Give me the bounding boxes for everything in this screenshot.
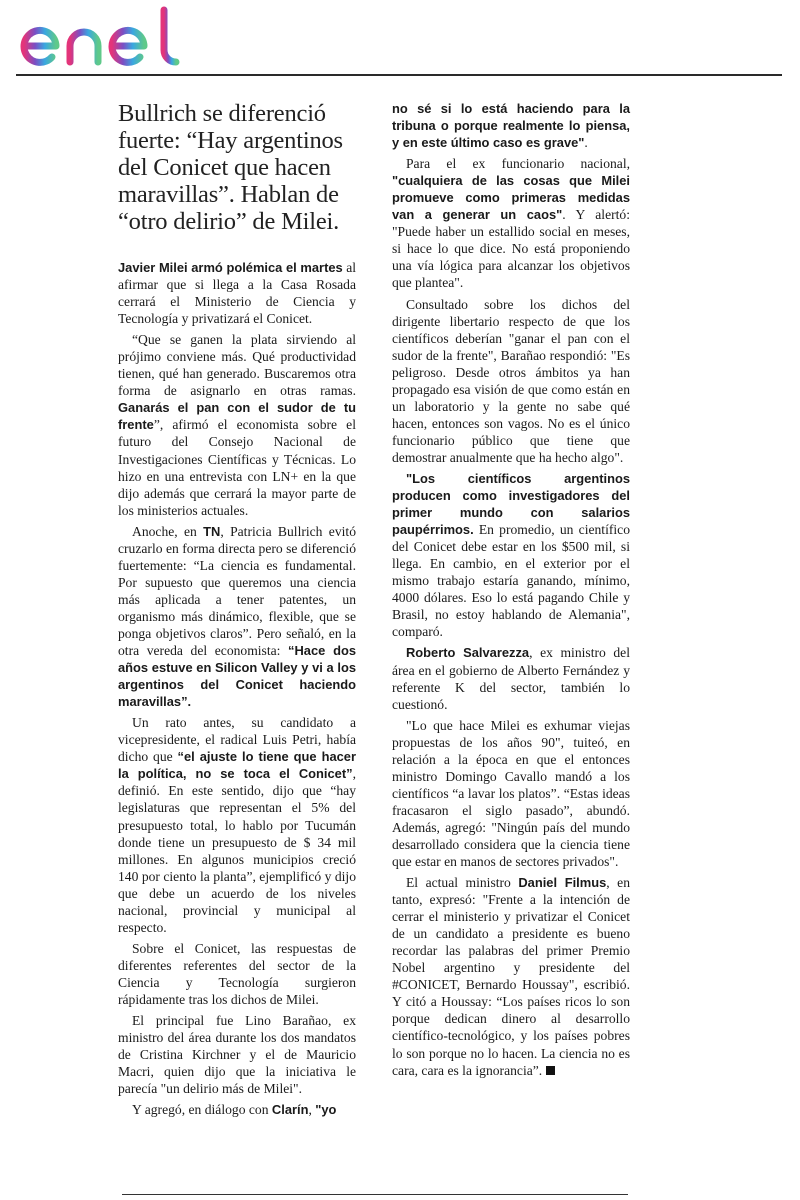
- article-paragraph: [392, 155, 630, 291]
- column-1-body: [118, 259, 356, 1118]
- article-paragraph: [118, 259, 356, 327]
- text: Consultado sobre los dichos del dirigente libertario respecto de que los científicos deberían "ganar el pan con el sudor de la frente", Barañao respondió: "Es peligroso. Desde otros ámbitos ya han propagado esa visión de que como están en un laboratorio y la gente no sabe qué hacen, entonces son vagos. No es el único funcionario público que tiene que demostrar anualmente que ha hecho algo".: [392, 296, 630, 465]
- article-paragraph: [392, 296, 630, 466]
- bold-text: "Los científicos argentinos producen como investigadores del primer mundo con salarios paupérrimos.: [392, 470, 630, 538]
- bold-text: "cualquiera de las cosas que Milei promueve como primeras medidas van a generar un caos": [392, 173, 630, 223]
- text: En promedio, un científico del Conicet debe estar en los $500 mil, si llega. En cambio, en el exterior por el mismo trabajo estaría ganando, mínimo, 4000 dólares. Eso lo está pagando Chile y Brasil, no estoy hablando de Alemania", comparó.: [392, 522, 630, 640]
- article-paragraph: [118, 940, 356, 1008]
- bold-text: Daniel Filmus: [518, 875, 607, 891]
- article-paragraph: [392, 717, 630, 870]
- article-paragraph: [392, 470, 630, 640]
- bold-text: Javier Milei armó polémica el martes: [118, 260, 343, 275]
- text: , ex ministro del área en el gobierno de Alberto Fernández y referente K del sector, también lo cuestionó.: [392, 645, 630, 712]
- text: Para el ex funcionario nacional,: [406, 156, 630, 172]
- text: El actual ministro: [406, 875, 519, 891]
- end-of-article-mark: [546, 1066, 555, 1075]
- article-column-2: [392, 100, 630, 1083]
- article-paragraph: [118, 523, 356, 711]
- bold-text: “el ajuste lo tiene que hacer la política, no se toca el Conicet”: [118, 749, 356, 782]
- text: al afirmar que si llega a la Casa Rosada cerrará el Ministerio de Ciencia y Tecnología y privatizará el Conicet.: [118, 260, 356, 327]
- text: Un rato antes, su candidato a vicepresidente, el radical Luis Petri, había dicho que: [118, 715, 356, 765]
- text: Sobre el Conicet, las respuestas de diferentes referentes del sector de la Ciencia y Tecnología surgieron rápidamente tras los dichos de Milei.: [118, 940, 356, 1007]
- text: Anoche, en: [132, 523, 204, 539]
- enel-logo: [16, 6, 186, 68]
- text: , en tanto, expresó: "Frente a la intención de cerrar el ministerio y privatizar el Conicet de un candidato a presidente es bueno recordar las palabras del primer Premio Nobel argentino y presidente del #CONICET, Bernardo Houssay", escribió. Y citó a Houssay: “Los países ricos lo son porque dedican dinero al desarrollo científico-tecnológico, y los países pobres lo son porque no lo hacen. La ciencia no es cara, cara es la ignorancia”.: [392, 875, 630, 1078]
- footer-rule: [122, 1194, 628, 1195]
- article-paragraph: [392, 874, 630, 1079]
- bold-text: Ganarás el pan con el sudor de tu frente: [118, 400, 356, 433]
- article-column-1: [118, 100, 356, 1122]
- text: ,: [308, 1102, 316, 1118]
- text: .: [584, 135, 588, 151]
- header-rule: [16, 74, 782, 76]
- text: . Y alertó: "Puede haber un estallido social en meses, si hace lo que dice. No está proponiendo una vía lógica para alcanzar los objetivos que plantea".: [392, 207, 630, 291]
- text: Y agregó, en diálogo con: [132, 1102, 272, 1118]
- bold-text: Roberto Salvarezza: [406, 645, 530, 661]
- bold-text: TN: [203, 523, 221, 539]
- text: “Que se ganen la plata sirviendo al prójimo conviene más. Qué productividad tienen, qué han generado. Buscaremos otra forma de asignarlo en otras ramas.: [118, 332, 356, 399]
- bold-text: Clarín: [271, 1102, 309, 1118]
- column-2-body: [392, 100, 630, 1079]
- article-paragraph: [118, 1012, 356, 1097]
- article-paragraph: [118, 1101, 356, 1118]
- bold-text: no sé si lo está haciendo para la tribuna o porque realmente lo piensa, y en este último caso es grave": [392, 101, 630, 151]
- bold-text: “Hace dos años estuve en Silicon Valley y vi a los argentinos del Conicet haciendo maravillas”.: [118, 643, 356, 710]
- text: El principal fue Lino Barañao, ex ministro del área durante los dos mandatos de Cristina Kirchner y el de Mauricio Macri, quien dijo que la iniciativa le parecía "un delirio más de Milei".: [118, 1013, 356, 1097]
- article-paragraph: [392, 644, 630, 712]
- article-headline: Bullrich se diferenció fuerte: “Hay argentinos del Conicet que hacen maravillas”. Hablan de “otro delirio” de Milei.: [118, 100, 343, 235]
- text: "Lo que hace Milei es exhumar viejas propuestas de los años 90", tuiteó, en relación a la época en que el entonces ministro Domingo Cavallo mandó a los científicos “a lavar los platos”. “Estas ideas fracasaron el siglo pasado”, abundó. Además, agregó: "Ningún país del mundo desarrollado considera que la ciencia tiene que estar en manos de sectores privados".: [392, 717, 630, 870]
- bold-text: "yo: [315, 1102, 337, 1118]
- text: , definió. En este sentido, dijo que “hay legislaturas que representan el 5% del presupuesto total, lo hablo por Tucumán donde tiene un presupuesto de $ 34 mil millones. En algunos municipios creció 140 por ciento la planta”, ejemplificó y dijo que debe un acuerdo de los niveles nacional, provincial y municipal al respecto.: [118, 766, 356, 935]
- article-paragraph: [118, 331, 356, 519]
- article-paragraph: [118, 714, 356, 936]
- text: ”, afirmó el economista sobre el futuro del Consejo Nacional de Investigaciones Científicas y Técnicas. Lo hizo en una entrevista con LN+ en la que dijo además que cerrará la mayor parte de los ministerios actuales.: [118, 417, 356, 518]
- article-paragraph: [392, 100, 630, 151]
- text: , Patricia Bullrich evitó cruzarlo en forma directa pero se diferenció fuertemente: “La ciencia es fundamental. Por supuesto que queremos una ciencia más aplicada a tener patentes, un organismo más dinámico, flexible, que se ponga objetivos claros”. Pero señaló, en la otra vereda del economista:: [118, 523, 356, 659]
